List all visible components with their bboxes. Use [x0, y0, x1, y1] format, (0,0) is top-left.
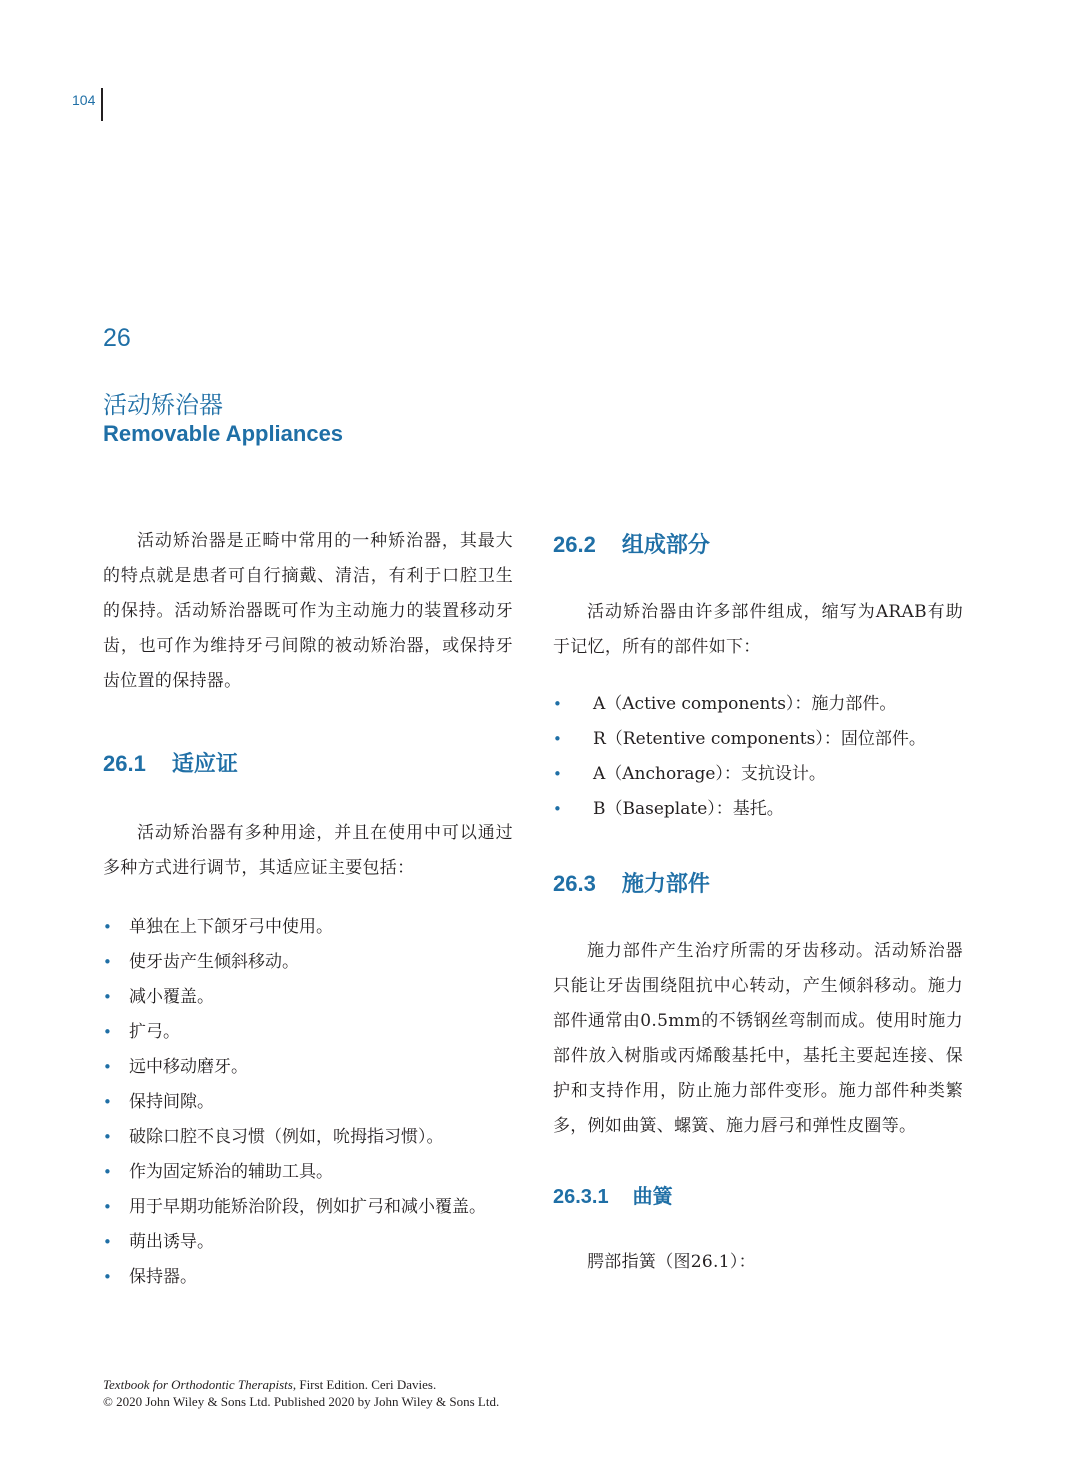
bullet-icon: •: [103, 918, 112, 936]
bullet-icon: •: [103, 1163, 112, 1181]
list-item: • 使牙齿产生倾斜移动。: [103, 945, 513, 980]
left-column: [103, 524, 513, 1295]
page-number-rule: [101, 88, 103, 121]
bullet-icon: •: [103, 1233, 112, 1251]
components-paragraph: 活动矫治器由许多部件组成，缩写为ARAB有助于记忆，所有的部件如下：: [553, 602, 963, 657]
right-column: [553, 524, 963, 1280]
section-26-2-heading: [553, 528, 963, 559]
indications-list: [103, 910, 513, 1295]
list-item: • A（Active components）：施力部件。: [553, 687, 963, 722]
list-item: • 远中移动磨牙。: [103, 1050, 513, 1085]
list-item: • 扩弓。: [103, 1015, 513, 1050]
bullet-icon: •: [103, 1198, 112, 1216]
section-number: 26.3.1: [553, 1186, 609, 1208]
book-title: Textbook for Orthodontic Therapists: [103, 1377, 293, 1392]
copyright: © 2020 John Wiley & Sons Ltd. Published 2020 by John Wiley & Sons Ltd.: [103, 1394, 500, 1409]
list-item: • 破除口腔不良习惯（例如，吮拇指习惯）。: [103, 1120, 513, 1155]
section-number: 26.2: [553, 532, 596, 557]
edition-author: , First Edition. Ceri Davies.: [292, 1377, 437, 1392]
components-list: [553, 687, 963, 827]
chapter-number: 26: [103, 324, 131, 352]
chapter-title-cn: 活动矫治器: [103, 391, 223, 419]
section-title: 组成部分: [621, 532, 710, 557]
chapter-title-en: Removable Appliances: [103, 421, 344, 446]
section-number: 26.1: [103, 751, 146, 776]
list-item: • 单独在上下颌牙弓中使用。: [103, 910, 513, 945]
bullet-icon: •: [553, 765, 562, 783]
section-title: 曲簧: [632, 1186, 673, 1208]
bullet-icon: •: [103, 1093, 112, 1111]
indications-paragraph: 活动矫治器有多种用途，并且在使用中可以通过多种方式进行调节，其适应证主要包括：: [103, 823, 513, 878]
list-item: • 保持间隙。: [103, 1085, 513, 1120]
list-item: • 保持器。: [103, 1260, 513, 1295]
active-components-paragraph: 施力部件产生治疗所需的牙齿移动。活动矫治器只能让牙齿围绕阻抗中心转动，产生倾斜移动。施力部件通常由0.5mm的不锈钢丝弯制而成。使用时施力部件放入树脂或丙烯酸基托中，基托主要起连接、保护和支持作用，防止施力部件变形。施力部件种类繁多，例如曲簧、螺簧、施力唇弓和弹性皮圈等。: [553, 941, 963, 1136]
bullet-icon: •: [553, 695, 562, 713]
bullet-icon: •: [103, 1058, 112, 1076]
list-item: • B（Baseplate）：基托。: [553, 792, 963, 827]
bullet-icon: •: [103, 1023, 112, 1041]
bullet-icon: •: [103, 1128, 112, 1146]
bullet-icon: •: [103, 1268, 112, 1286]
section-title: 施力部件: [621, 871, 710, 896]
list-item: • 萌出诱导。: [103, 1225, 513, 1260]
list-item: • 用于早期功能矫治阶段，例如扩弓和减小覆盖。: [103, 1190, 513, 1225]
page-number: 104: [72, 92, 96, 108]
bullet-icon: •: [553, 730, 562, 748]
list-item: • 作为固定矫治的辅助工具。: [103, 1155, 513, 1190]
list-item: • R（Retentive components）：固位部件。: [553, 722, 963, 757]
section-26-3-1-heading: [553, 1180, 963, 1209]
bullet-icon: •: [103, 988, 112, 1006]
section-title: 适应证: [171, 751, 238, 776]
section-26-3-heading: [553, 867, 963, 898]
section-26-1-heading: [103, 747, 513, 778]
intro-paragraph: 活动矫治器是正畸中常用的一种矫治器，其最大的特点就是患者可自行摘戴、清洁，有利于口腔卫生的保持。活动矫治器既可作为主动施力的装置移动牙齿，也可作为维持牙弓间隙的被动矫治器，或保持牙齿位置的保持器。: [103, 531, 513, 691]
list-item: • A（Anchorage）：支抗设计。: [553, 757, 963, 792]
bullet-icon: •: [553, 800, 562, 818]
springs-paragraph: 腭部指簧（图26.1）：: [587, 1252, 756, 1272]
bullet-icon: •: [103, 953, 112, 971]
footer-citation: [103, 1376, 499, 1410]
section-number: 26.3: [553, 871, 596, 896]
list-item: • 减小覆盖。: [103, 980, 513, 1015]
